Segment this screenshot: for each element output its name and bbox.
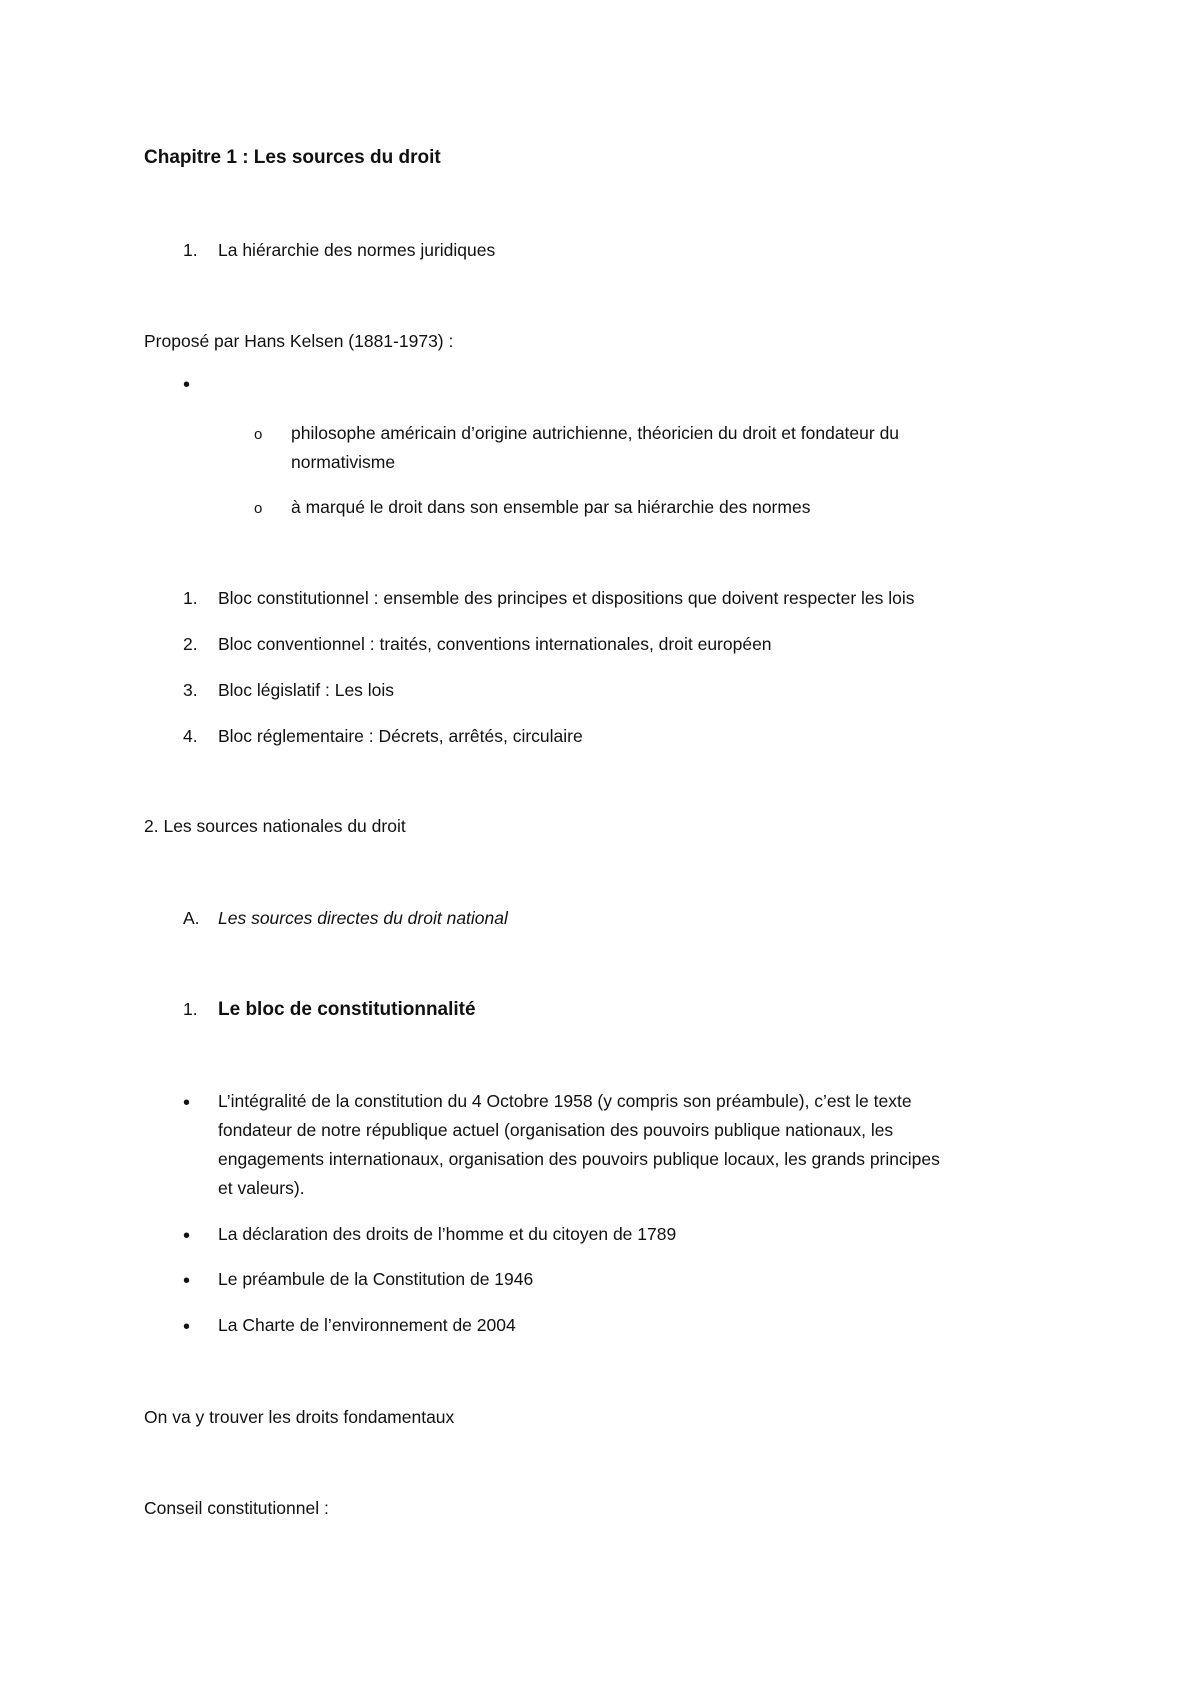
bullet-text: Le préambule de la Constitution de 1946 bbox=[218, 1269, 534, 1289]
bullet-text-continued: fondateur de notre république actuel (organisation des pouvoirs publique nationaux, les bbox=[218, 1120, 894, 1140]
bloc-heading: Le bloc de constitutionnalité bbox=[218, 999, 476, 1020]
list-number: 1. bbox=[183, 588, 198, 608]
bullet-text: L’intégralité de la constitution du 4 Octobre 1958 (y compris son préambule), c’est le texte bbox=[218, 1091, 912, 1111]
bullet-marker: • bbox=[183, 1225, 191, 1247]
list-number: 1. bbox=[183, 999, 198, 1019]
list-number: 1. bbox=[183, 240, 198, 260]
list-number: 2. bbox=[183, 634, 198, 654]
section-heading: La hiérarchie des normes juridiques bbox=[218, 240, 496, 260]
bullet-marker: • bbox=[183, 1092, 191, 1114]
bullet-text: La Charte de l’environnement de 2004 bbox=[218, 1315, 516, 1335]
sub-bullet-text-continued: normativisme bbox=[291, 452, 396, 472]
kelsen-intro: Proposé par Hans Kelsen (1881-1973) : bbox=[144, 331, 454, 351]
paragraph: Conseil constitutionnel : bbox=[144, 1498, 329, 1518]
page-title: Chapitre 1 : Les sources du droit bbox=[144, 147, 441, 168]
bloc-item: Bloc réglementaire : Décrets, arrêtés, circulaire bbox=[218, 726, 583, 746]
bullet-text-continued: et valeurs). bbox=[218, 1178, 305, 1198]
bullet-marker: • bbox=[183, 374, 191, 396]
sub-bullet-text: à marqué le droit dans son ensemble par sa hiérarchie des normes bbox=[291, 497, 811, 517]
bloc-item: Bloc constitutionnel : ensemble des principes et dispositions que doivent respecter les lois bbox=[218, 588, 915, 608]
sub-bullet-text: philosophe américain d’origine autrichienne, théoricien du droit et fondateur du bbox=[291, 423, 900, 443]
subsection-heading: Les sources directes du droit national bbox=[218, 908, 508, 928]
bullet-marker: • bbox=[183, 1316, 191, 1338]
list-number: 4. bbox=[183, 726, 198, 746]
bullet-text-continued: engagements internationaux, organisation des pouvoirs publique locaux, les grands principes bbox=[218, 1149, 940, 1169]
bullet-marker: • bbox=[183, 1270, 191, 1292]
section-heading: 2. Les sources nationales du droit bbox=[144, 816, 406, 836]
bloc-item: Bloc conventionnel : traités, conventions internationales, droit européen bbox=[218, 634, 772, 654]
bloc-item: Bloc législatif : Les lois bbox=[218, 680, 395, 700]
bullet-text: La déclaration des droits de l’homme et du citoyen de 1789 bbox=[218, 1224, 677, 1244]
sub-bullet-marker: o bbox=[254, 426, 263, 443]
sub-bullet-marker: o bbox=[254, 500, 263, 517]
list-letter: A. bbox=[183, 908, 200, 928]
paragraph: On va y trouver les droits fondamentaux bbox=[144, 1407, 455, 1427]
list-number: 3. bbox=[183, 680, 198, 700]
